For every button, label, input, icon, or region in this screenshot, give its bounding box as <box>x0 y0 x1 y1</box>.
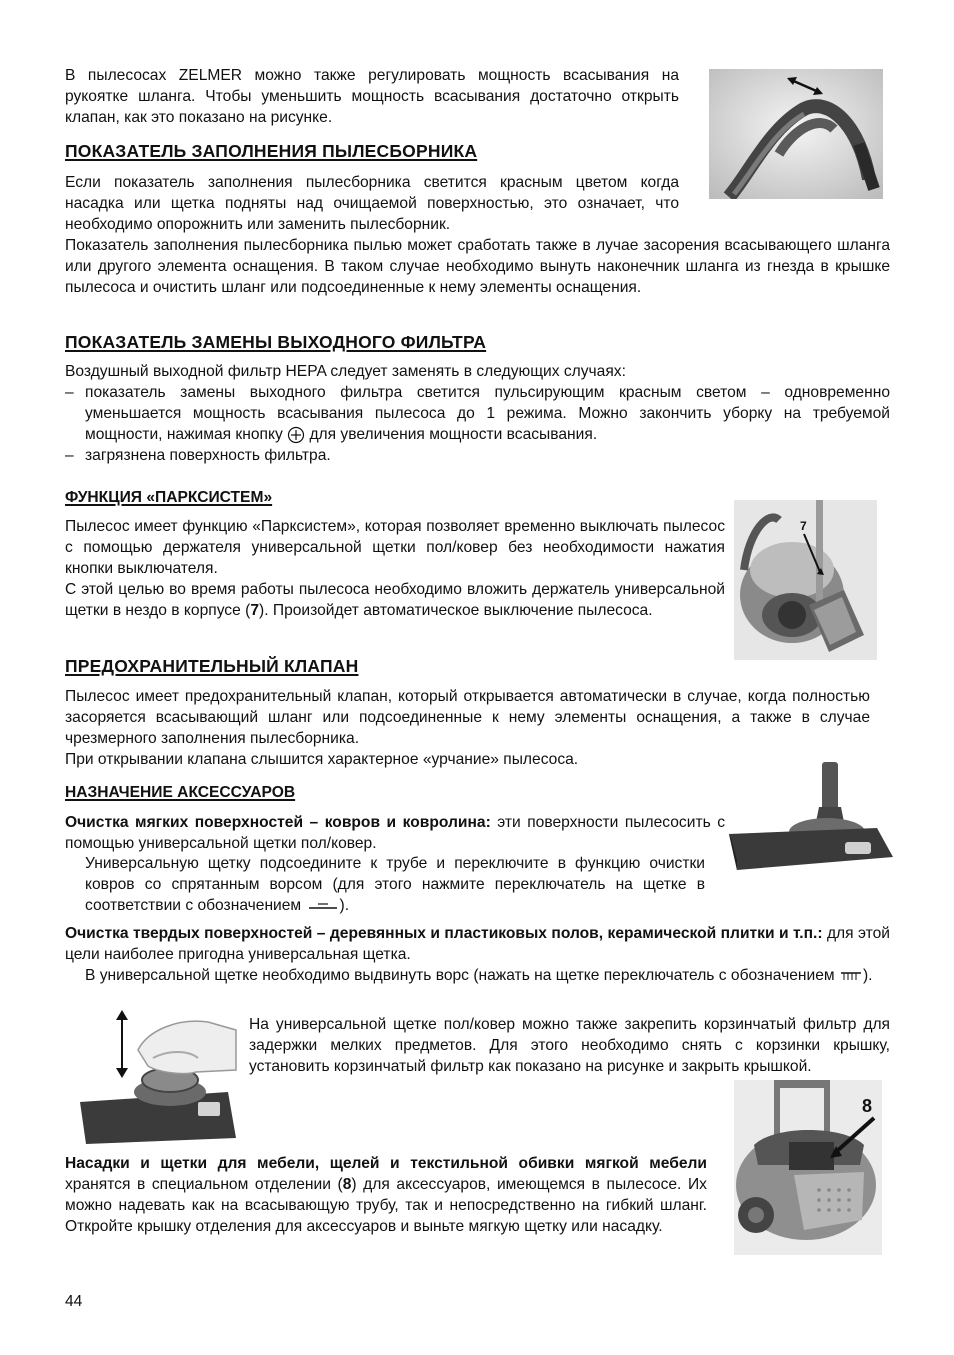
hard-detail-b: ). <box>862 967 873 984</box>
section-title-fill-indicator: ПОКАЗАТЕЛЬ ЗАПОЛНЕНИЯ ПЫЛЕСБОРНИКА <box>65 141 478 161</box>
filter-item-2 <box>65 445 890 466</box>
parksystem-text-2b: ). Произойдет автоматическое выключение пылесоса. <box>259 602 653 619</box>
fill-indicator-text-1: Если показатель заполнения пылесборника светится красным цветом когда насадка или щетка подняты над очищаемой поверхностью, это означает, что необходимо опорожнить или заменить пылесборник. <box>65 174 679 233</box>
extended-bristle-icon <box>839 969 863 983</box>
furniture-nozzles-paragraph <box>65 1153 707 1237</box>
fill-indicator-text-2: Показатель заполнения пылесборника пылью может сработать также в лучае засорения всасывающего шланга или другого элемента оснащения. В таком случае необходимо вынуть наконечник шланга из гнезда в крышке пылесоса и очистить шланг или подсоединенные к нему элементы оснащения. <box>65 237 890 296</box>
filter-item-2-text: загрязнена поверхность фильтра. <box>85 447 331 464</box>
parksystem-text-1: Пылесос имеет функцию «Парксистем», которая позволяет временно выключать пылесос с помощью держателя универсальной щетки пол/ковер без необходимости нажатия кнопки выключателя. <box>65 518 725 577</box>
soft-surfaces-heading: Очистка мягких поверхностей – ковров и ковролина: <box>65 814 491 831</box>
parksystem-text-2 <box>65 579 725 621</box>
basket-filter-paragraph <box>249 1014 890 1077</box>
soft-detail-a: Универсальную щетку подсоедините к трубе и переключите в функцию очистки ковров со спрятанным ворсом (для этого нажмите переключатель на щетке в соответствии с обозначением <box>85 855 705 914</box>
safety-valve-text-2: При открывании клапана слышится характерное «урчание» пылесоса. <box>65 751 579 768</box>
list-dash: – <box>65 447 74 464</box>
intro-paragraph <box>65 65 679 128</box>
photo-label-8: 8 <box>862 1096 873 1116</box>
filter-item-1-text-a: показатель замены выходного фильтра светится пульсирующим красным светом – одновременно уменьшается мощность всасывания пылесоса до 1 режима. Можно закончить уборку на требуемой мощности, нажимая кнопку <box>85 384 890 443</box>
section-title-filter: ПОКАЗАТЕЛЬ ЗАМЕНЫ ВЫХОДНОГО ФИЛЬТРА <box>65 332 487 352</box>
circle-plus-icon <box>287 426 305 444</box>
floor-brush-photo <box>727 762 897 874</box>
hard-detail-text <box>65 965 890 986</box>
fill-indicator-p2 <box>65 235 890 298</box>
hidden-bristle-icon <box>306 899 340 913</box>
hard-surfaces-heading: Очистка твердых поверхностей – деревянных и пластиковых полов, керамической плитки и т.п.: <box>65 925 823 942</box>
photo-label-7: 7 <box>800 519 807 533</box>
soft-detail-text <box>65 853 705 916</box>
furniture-nozzles-text <box>65 1153 707 1237</box>
parksystem-ref-7: 7 <box>250 602 259 619</box>
hard-surfaces-desc: для этой цели наиболее пригодна универсальная щетка. <box>65 925 890 963</box>
parksystem-text-2a: С этой целью во время работы пылесоса необходимо вложить держатель универсальной щетки в нездо в корпусе ( <box>65 581 725 619</box>
hard-surfaces-text <box>65 923 890 965</box>
furniture-ref-8: 8 <box>342 1176 352 1193</box>
soft-surfaces-desc: эти поверхности пылесосить с помощью универсальной щетки пол/ковер. <box>65 814 725 852</box>
filter-item-1 <box>65 382 890 445</box>
section-title-safety-valve: ПРЕДОХРАНИТЕЛЬНЫЙ КЛАПАН <box>65 656 359 676</box>
hose-handle-photo <box>709 69 883 199</box>
hard-surfaces-paragraph <box>65 923 890 986</box>
section-title-parksystem: ФУНКЦИЯ «ПАРКСИСТЕМ» <box>65 489 273 506</box>
furniture-nozzles-heading: Насадки и щетки для мебели, щелей и текстильной обивки мягкой мебели <box>65 1155 707 1172</box>
parksystem-photo <box>734 500 877 660</box>
safety-valve-body <box>65 686 870 770</box>
hard-detail-a: В универсальной щетке необходимо выдвинуть ворс (нажать на щетке переключатель с обозначением <box>85 967 835 984</box>
soft-surfaces-text <box>65 812 725 854</box>
filter-intro: Воздушный выходной фильтр HEPA следует заменять в следующих случаях: <box>65 363 626 380</box>
soft-surfaces-paragraph <box>65 812 725 854</box>
intro-text: В пылесосах ZELMER можно также регулировать мощность всасывания на рукоятке шланга. Чтобы уменьшить мощность всасывания достаточно открыть клапан, как это показано на рисунке. <box>65 67 679 126</box>
page-number: 44 <box>65 1293 83 1310</box>
furniture-nozzles-b: ) для аксессуаров, имеющемся в пылесосе. Их можно надевать как на всасывающую трубу, так и непосредственно на гибкий шланг. Откройте крышку отделения для аксессуаров и выньте мягкую щетку или насадку. <box>65 1176 707 1235</box>
basket-filter-text: На универсальной щетке пол/ковер можно также закрепить корзинчатый фильтр для задержки мелких предметов. Для этого необходимо снять с корзинки крышку, установить корзинчатый фильтр как показано на рисунке и закрыть крышкой. <box>249 1016 890 1075</box>
accessory-compartment-photo <box>734 1080 882 1255</box>
parksystem-body <box>65 516 725 621</box>
fill-indicator-p1 <box>65 172 679 235</box>
basket-filter-photo <box>78 1010 238 1150</box>
safety-valve-text-1: Пылесос имеет предохранительный клапан, который открывается автоматически в случае, когда полностью засоряется всасывающий шланг или подсоединенные к нему элементы оснащения, а также в случае чрезмерного заполнения пылесборника. <box>65 688 870 747</box>
list-dash: – <box>65 384 74 401</box>
filter-body <box>65 361 890 466</box>
filter-item-1-text-b: для увеличения мощности всасывания. <box>309 426 598 443</box>
soft-detail-paragraph <box>65 853 705 916</box>
soft-detail-b: ). <box>339 897 350 914</box>
section-title-accessories: НАЗНАЧЕНИЕ АКСЕССУАРОВ <box>65 784 296 801</box>
furniture-nozzles-a: хранятся в специальном отделении ( <box>65 1176 343 1193</box>
